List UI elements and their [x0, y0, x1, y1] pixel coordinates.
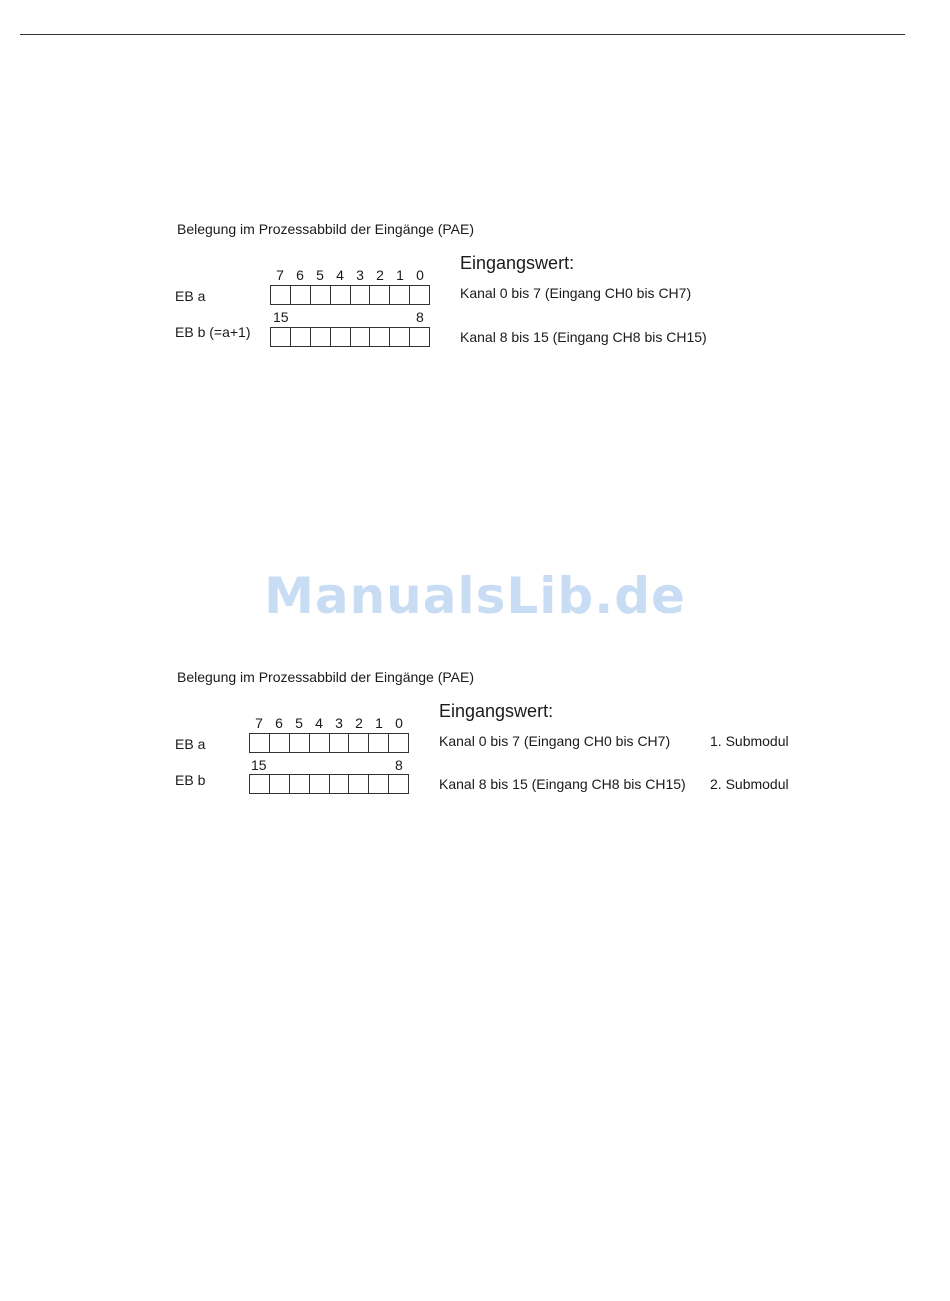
submodule-1-label: 1. Submodul — [710, 733, 789, 749]
figure-caption: Belegung im Prozessabbild der Eingänge (PAE) — [177, 669, 475, 685]
bit-cell — [349, 775, 369, 793]
bit-cell — [250, 734, 270, 752]
bit-cell — [351, 286, 371, 304]
header-rule — [20, 34, 905, 35]
bit-number: 0 — [395, 715, 403, 731]
byte-b-low-bit: 8 — [416, 309, 424, 325]
byte-a-label: EB a — [175, 288, 206, 304]
byte-b-value: Kanal 8 bis 15 (Eingang CH8 bis CH15) — [439, 776, 686, 792]
bit-cell — [389, 734, 408, 752]
input-value-heading: Eingangswert: — [460, 253, 575, 273]
submodule-2-label: 2. Submodul — [710, 776, 789, 792]
figure-pae-assignment-2 — [0, 668, 950, 828]
byte-a-value: Kanal 0 bis 7 (Eingang CH0 bis CH7) — [439, 733, 671, 749]
figure-caption: Belegung im Prozessabbild der Eingänge (PAE) — [177, 221, 475, 237]
bit-number: 6 — [296, 267, 304, 283]
bit-number: 3 — [356, 267, 364, 283]
bit-number: 7 — [276, 267, 284, 283]
byte-b-low-bit: 8 — [395, 757, 403, 773]
bit-number: 2 — [376, 267, 384, 283]
byte-a-bit-box — [249, 733, 409, 753]
bit-cell — [310, 734, 330, 752]
bit-number: 1 — [375, 715, 383, 731]
bit-cell — [349, 734, 369, 752]
bit-cell — [390, 286, 410, 304]
bit-cell — [369, 775, 389, 793]
bit-number: 5 — [316, 267, 324, 283]
bit-number: 6 — [275, 715, 283, 731]
bit-cell — [389, 775, 408, 793]
bit-cell — [370, 286, 390, 304]
bit-cell — [291, 286, 311, 304]
bit-number: 3 — [335, 715, 343, 731]
bit-cell — [410, 286, 429, 304]
byte-b-bit-box — [270, 327, 430, 347]
bit-number: 5 — [295, 715, 303, 731]
bit-number: 7 — [255, 715, 263, 731]
bit-cell — [250, 775, 270, 793]
bit-cell — [331, 286, 351, 304]
byte-a-bit-box — [270, 285, 430, 305]
byte-a-value: Kanal 0 bis 7 (Eingang CH0 bis CH7) — [460, 285, 692, 301]
bit-numbers-byte-a — [270, 267, 430, 283]
bit-cell — [410, 328, 429, 346]
bit-cell — [330, 734, 350, 752]
bit-cell — [290, 775, 310, 793]
byte-b-high-bit: 15 — [273, 309, 289, 325]
bit-number: 0 — [416, 267, 424, 283]
bit-cell — [311, 286, 331, 304]
bit-cell — [370, 328, 390, 346]
byte-b-bit-box — [249, 774, 409, 794]
bit-number: 4 — [336, 267, 344, 283]
bit-cell — [390, 328, 410, 346]
bit-cell — [351, 328, 371, 346]
watermark: ManualsLib.de — [264, 567, 686, 625]
bit-cell — [291, 328, 311, 346]
bit-number: 1 — [396, 267, 404, 283]
bit-numbers-byte-a — [249, 715, 409, 731]
bit-cell — [271, 286, 291, 304]
byte-b-label: EB b — [175, 772, 206, 788]
bit-cell — [331, 328, 351, 346]
bit-cell — [330, 775, 350, 793]
bit-cell — [270, 734, 290, 752]
bit-cell — [271, 328, 291, 346]
bit-number: 2 — [355, 715, 363, 731]
bit-cell — [270, 775, 290, 793]
figure-pae-assignment-1 — [0, 220, 950, 380]
byte-a-label: EB a — [175, 736, 206, 752]
bit-cell — [290, 734, 310, 752]
byte-b-value: Kanal 8 bis 15 (Eingang CH8 bis CH15) — [460, 329, 707, 345]
byte-b-high-bit: 15 — [251, 757, 267, 773]
input-value-heading: Eingangswert: — [439, 701, 554, 721]
bit-cell — [311, 328, 331, 346]
bit-cell — [369, 734, 389, 752]
bit-number: 4 — [315, 715, 323, 731]
byte-b-label: EB b (=a+1) — [175, 324, 251, 340]
bit-cell — [310, 775, 330, 793]
